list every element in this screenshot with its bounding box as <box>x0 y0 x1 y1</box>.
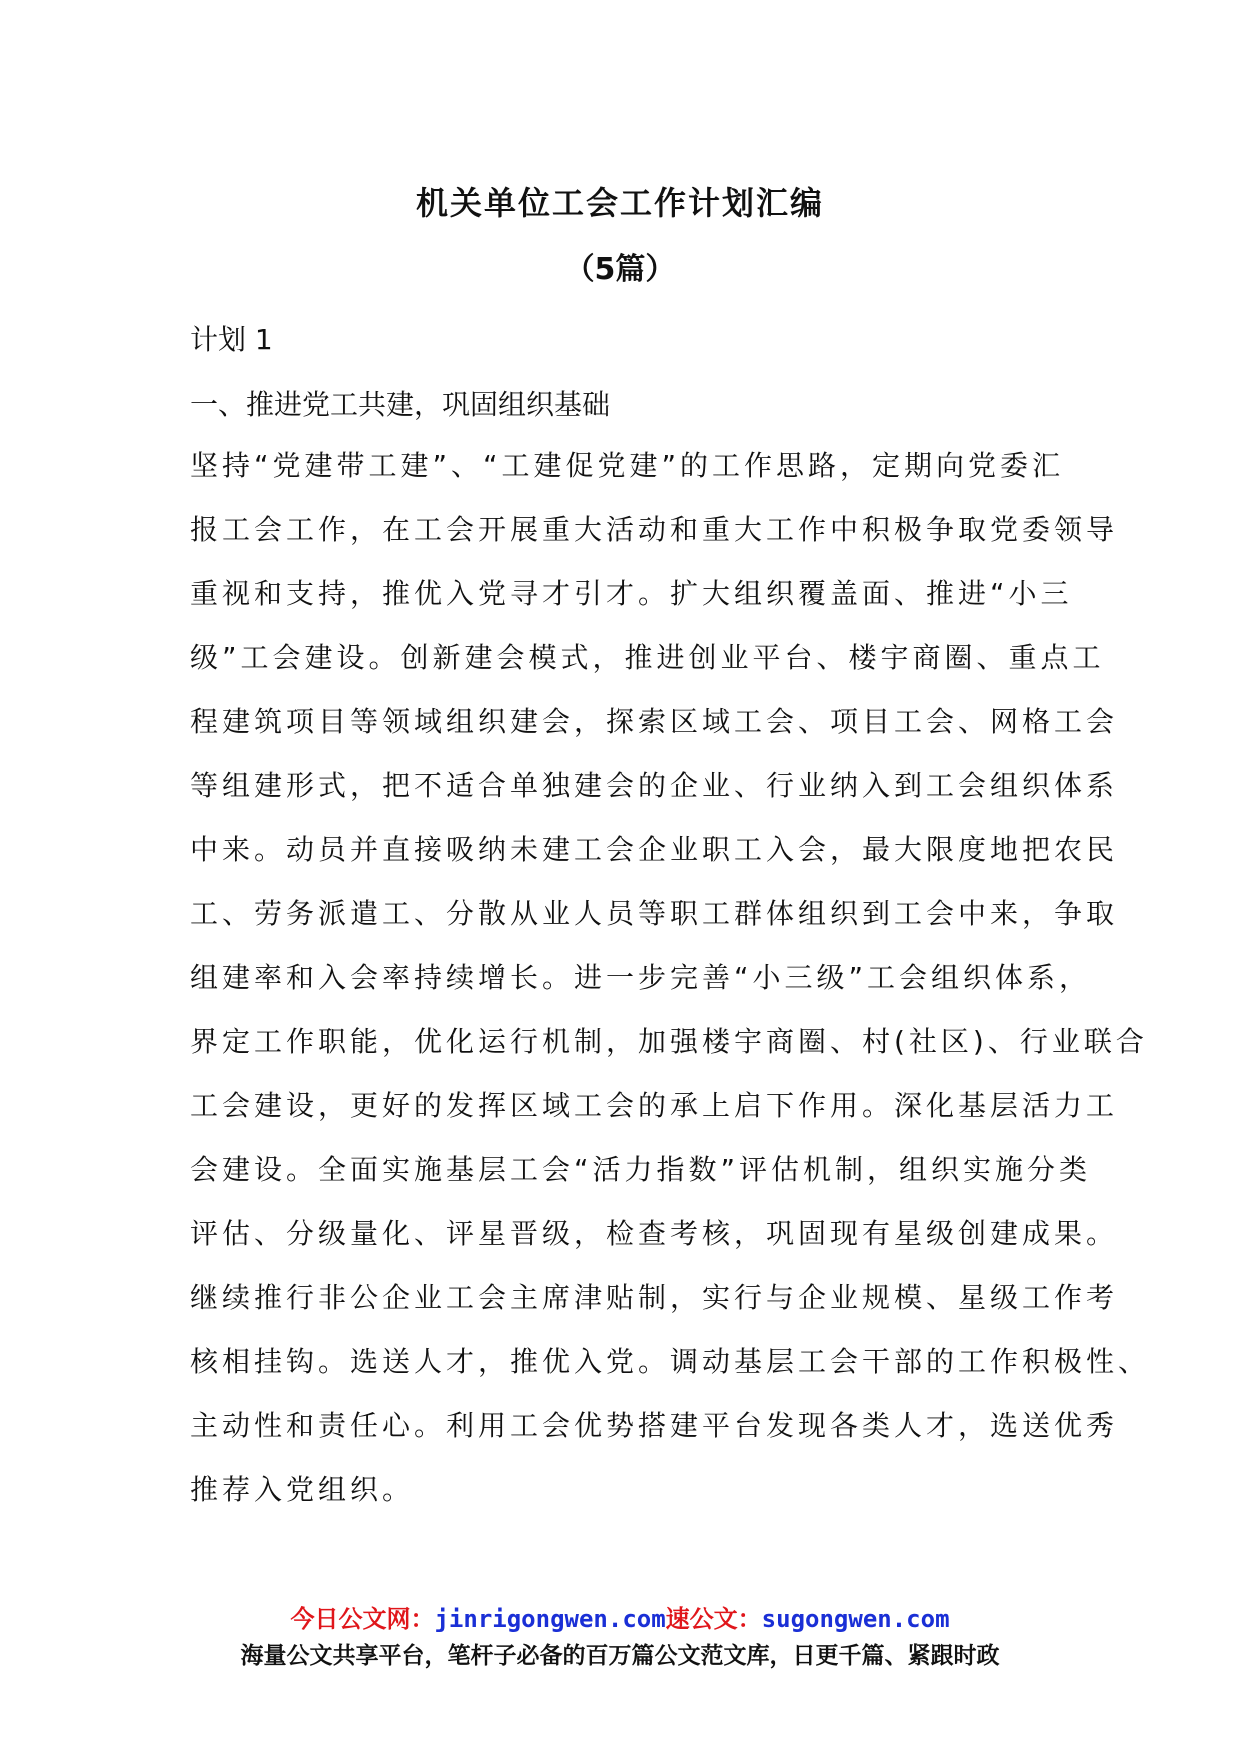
body-line: 坚持“党建带工建”、“工建促党建”的工作思路，定期向党委汇 <box>190 449 1065 482</box>
site1-link[interactable]: jinrigongwen.com <box>434 1605 666 1633</box>
body-line: 推荐入党组织。 <box>190 1473 415 1506</box>
body-line: 主动性和责任心。利用工会优势搭建平台发现各类人才，选送优秀 <box>190 1409 1119 1442</box>
section-heading: 一、推进党工共建，巩固组织基础 <box>190 388 611 421</box>
body-line: 核相挂钩。选送人才，推优入党。调动基层工会干部的工作积极性、 <box>190 1345 1151 1378</box>
body-line: 评估、分级量化、评星晋级，检查考核，巩固现有星级创建成果。 <box>190 1217 1119 1250</box>
plan-label: 计划 1 <box>190 323 273 356</box>
body-line: 程建筑项目等领域组织建会，探索区域工会、项目工会、网格工会 <box>190 705 1119 738</box>
body-line: 工会建设，更好的发挥区域工会的承上启下作用。深化基层活力工 <box>190 1089 1119 1122</box>
body-line: 工、劳务派遣工、分散从业人员等职工群体组织到工会中来，争取 <box>190 897 1119 930</box>
document-title: 机关单位工会工作计划汇编 <box>415 184 824 222</box>
footer-banner <box>0 1602 1240 1676</box>
site1-name: 今日公文网： <box>290 1605 435 1633</box>
footer-sites <box>0 1602 1240 1636</box>
site2-link[interactable]: sugongwen.com <box>761 1605 950 1633</box>
body-line: 组建率和入会率持续增长。进一步完善“小三级”工会组织体系， <box>190 961 1092 994</box>
body-line: 界定工作职能，优化运行机制，加强楼宇商圈、村(社区)、行业联合 <box>190 1025 1148 1058</box>
body-paragraph <box>190 446 1151 1534</box>
body-line: 等组建形式，把不适合单独建会的企业、行业纳入到工会组织体系 <box>190 769 1119 802</box>
document-subtitle: （5篇） <box>564 252 676 287</box>
body-line: 级”工会建设。创新建会模式，推进创业平台、楼宇商圈、重点工 <box>190 641 1105 674</box>
body-line: 报工会工作，在工会开展重大活动和重大工作中积极争取党委领导 <box>190 513 1119 546</box>
footer-tagline: 海量公文共享平台，笔杆子必备的百万篇公文范文库，日更千篇、紧跟时政 <box>240 1643 1000 1669</box>
body-line: 重视和支持，推优入党寻才引才。扩大组织覆盖面、推进“小三 <box>190 577 1073 610</box>
site2-name: 速公文： <box>665 1605 762 1633</box>
body-line: 会建设。全面实施基层工会“活力指数”评估机制，组织实施分类 <box>190 1153 1092 1186</box>
body-line: 继续推行非公企业工会主席津贴制，实行与企业规模、星级工作考 <box>190 1281 1119 1314</box>
body-line: 中来。动员并直接吸纳未建工会企业职工入会，最大限度地把农民 <box>190 833 1119 866</box>
